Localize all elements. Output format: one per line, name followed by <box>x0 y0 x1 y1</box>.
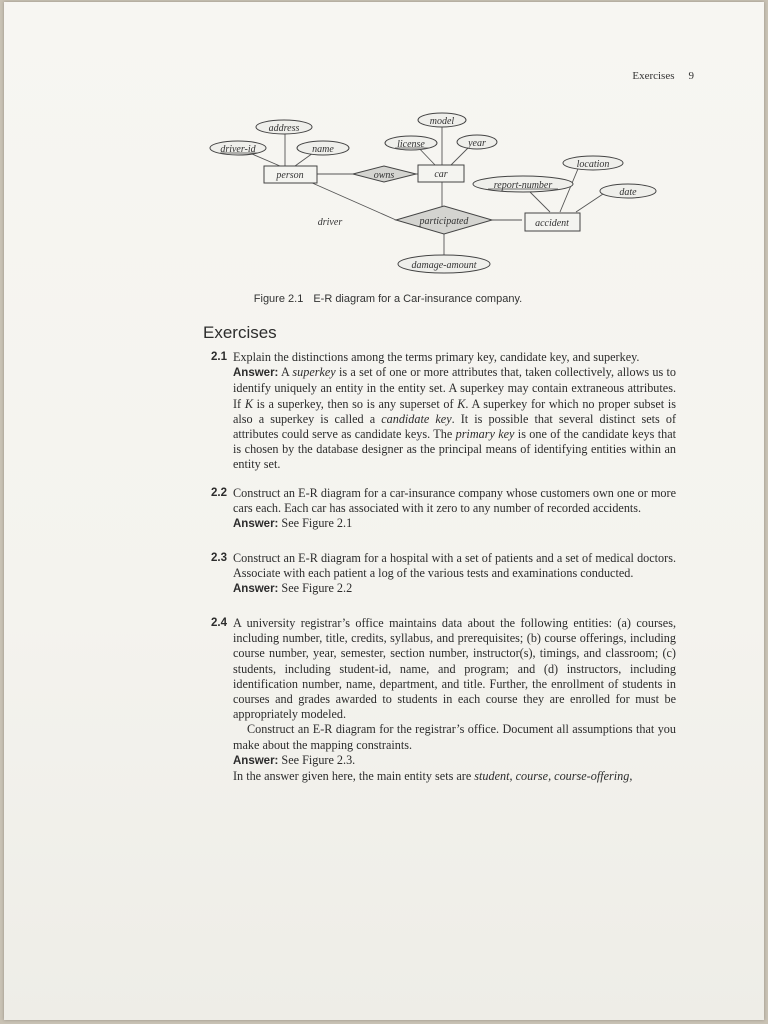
header-section: Exercises <box>632 70 675 82</box>
label-license: license <box>397 139 425 150</box>
exercise-number: 2.3 <box>211 552 227 564</box>
label-accident: accident <box>535 218 569 229</box>
label-owns: owns <box>373 170 395 181</box>
er-diagram <box>200 104 670 284</box>
section-title: Exercises <box>203 323 277 342</box>
exercise-answer: Answer: See Figure 2.2 <box>233 581 353 596</box>
exercise-question: Construct an E-R diagram for a hospital with a set of patients and a set of medical doctors. Associate with each patient a log of the various tests and examinations conducted. <box>233 551 676 581</box>
exercise-2-4 <box>211 616 676 784</box>
exercise-2-3 <box>211 551 676 598</box>
label-car: car <box>434 169 448 180</box>
label-report-number: report-number <box>493 180 553 191</box>
label-driver-id: driver-id <box>220 144 256 155</box>
exercise-answer: Answer: A superkey is a set of one or more attributes that, taken collectively, allows us to identify uniquely an entity in the entity set. A superkey may contain extraneous attributes. If K is a superkey, then so is any superset of K. A superkey for which no proper subset is also a superkey is called a candidate key. It is possible that several distinct sets of attributes could serve as candidate keys. The primary key is one of the candidate keys that is chosen by the database designer as the principal means of identifying entities within an entity set. <box>233 365 677 472</box>
exercise-answer: Answer: See Figure 2.3. <box>233 752 356 767</box>
label-damage-amount: damage-amount <box>411 260 477 271</box>
exercise-question-continued: Construct an E-R diagram for the registrar’s office. Document all assumptions that you make about the mapping constraints. <box>233 722 676 752</box>
label-participated: participated <box>419 216 469 227</box>
label-driver-role: driver <box>317 217 343 228</box>
exercise-2-1 <box>211 350 676 473</box>
exercise-number: 2.2 <box>211 487 227 499</box>
label-address: address <box>268 123 300 134</box>
answer-label: Answer: <box>233 367 279 380</box>
answer-label: Answer: <box>233 583 279 596</box>
label-year: year <box>468 138 486 149</box>
figure-caption-text: E-R diagram for a Car-insurance company. <box>313 293 523 305</box>
answer-continuation: In the answer given here, the main entity sets are student, course, course-offering, <box>233 769 633 784</box>
exercise-answer: Answer: See Figure 2.1 <box>233 516 353 531</box>
exercise-question: Explain the distinctions among the terms primary key, candidate key, and superkey. <box>233 350 640 364</box>
figure-caption <box>4 293 768 305</box>
running-header <box>564 70 694 82</box>
document-page <box>4 2 764 1020</box>
label-person: person <box>276 170 304 181</box>
exercise-question: Construct an E-R diagram for a car-insurance company whose customers own one or more cars each. Each car has associated with it zero to any number of recorded accidents. <box>233 486 676 516</box>
label-location: location <box>576 159 610 170</box>
label-date: date <box>619 187 637 198</box>
exercise-question: A university registrar’s office maintains data about the following entities: (a) courses, including number, title, credits, syllabus, and prerequisites; (b) course offerings, including course number, year, semester, section number, instructor(s), timings, and classroom; (c) students, including student-id, name, and program; and (d) instructors, including identification number, name, department, and title. Further, the enrollment of students in courses and grades awarded to students in each course they are enrolled for must be appropriately modeled. <box>233 616 676 722</box>
exercise-number: 2.1 <box>211 351 227 363</box>
page-number: 9 <box>688 70 694 82</box>
label-name: name <box>312 144 334 155</box>
answer-label: Answer: <box>233 754 279 767</box>
exercise-2-2 <box>211 486 676 533</box>
label-model: model <box>429 116 455 127</box>
figure-label: Figure 2.1 <box>253 293 304 305</box>
answer-label: Answer: <box>233 518 279 531</box>
exercise-number: 2.4 <box>211 617 227 629</box>
